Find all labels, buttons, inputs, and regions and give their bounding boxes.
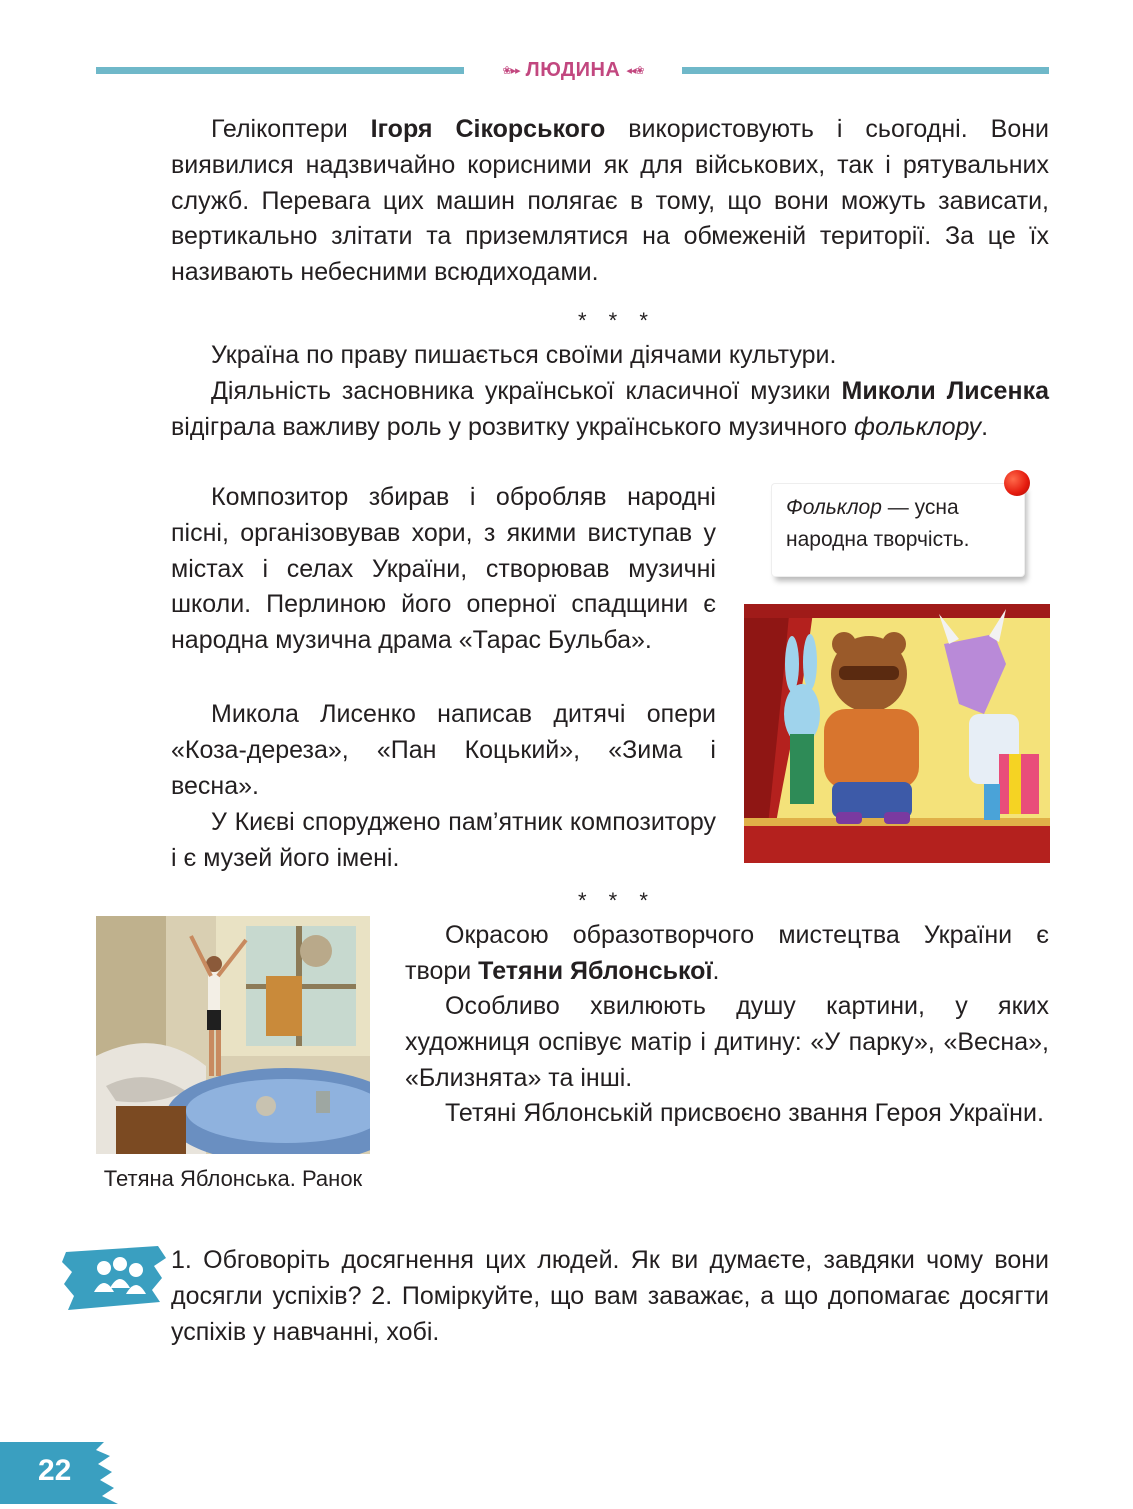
page-number: 22 [38,1454,72,1487]
paragraph-culture-intro: Україна по праву пишається своїми діячами культури. [211,341,837,369]
paragraph-yablonska-intro: Окрасою образотворчого мистецтва України є твори Тетяни Яблонської. [405,921,1049,985]
paragraph-sikorsky: Гелікоптери Ігоря Сікорського використовують і сьогодні. Вони виявилися надзвичайно корисними як для військових, так і рятувальних служб. Перевага цих машин полягає в тому, що вони можуть зависати, вертикально злітати та приземлятися на обмеженій території. За це їх називають небесними всюдиходами. [171,115,1049,287]
group-discussion-icon [62,1244,166,1312]
paragraph-lysenko-operas: Микола Лисенко написав дитячі опери «Коза-дереза», «Пан Коцький», «Зима і весна». [171,700,716,800]
section-separator-2: * * * [578,888,656,913]
paragraph-lysenko-memorial: У Києві споруджено пам’ятник композитору і є музей його імені. [171,808,716,872]
paragraph-yablonska-hero: Тетяні Яблонській присвоєно звання Героя України. [445,1099,1044,1127]
section-header [466,56,680,84]
name-yablonska: Тетяни Яблонської [478,956,713,985]
paragraph-lysenko-intro: Діяльність засновника української класичної музики Миколи Лисенка відіграла важливу роль у розвитку українського музичного фольклору. [171,377,1049,441]
paragraph-yablonska-paintings: Особливо хвилюють душу картини, у яких художниця оспівує матір і дитину: «У парку», «Весна», «Близнята» та інші. [405,992,1049,1092]
note-term: Фольклор [786,496,882,519]
puppet-theater-illustration [744,604,1050,863]
header-ornament-right: ◂◂❀ [626,64,644,77]
header-rule-right [682,67,1049,74]
paragraph-lysenko-work: Композитор збирав і обробляв народні пісні, організовував хори, з якими виступав у містах і селах України, створював музичні школи. Перлиною його оперної спадщини є народна музична драма «Тарас Бульба». [171,483,716,655]
header-ornament-left: ❀▸▸ [502,64,520,77]
name-sikorsky: Ігоря Сікорського [370,115,606,143]
name-lysenko: Миколи Лисенка [841,377,1049,405]
note-definition: — усна народна творчість. [786,496,970,551]
section-separator: * * * [578,308,656,333]
discussion-task: 1. Обговоріть досягнення цих людей. Як ви думаєте, завдяки чому вони досягли успіхів? 2. Поміркуйте, що вам заважає, а що допомагає досягти успіхів у навчанні, хобі. [171,1246,1049,1346]
glossary-note [772,484,1024,576]
painting-morning [96,916,370,1154]
term-folklore: фольклору [853,412,982,441]
section-title: ЛЮДИНА [525,58,621,81]
header-rule-left [96,67,464,74]
painting-caption: Тетяна Яблонська. Ранок [103,1166,363,1191]
